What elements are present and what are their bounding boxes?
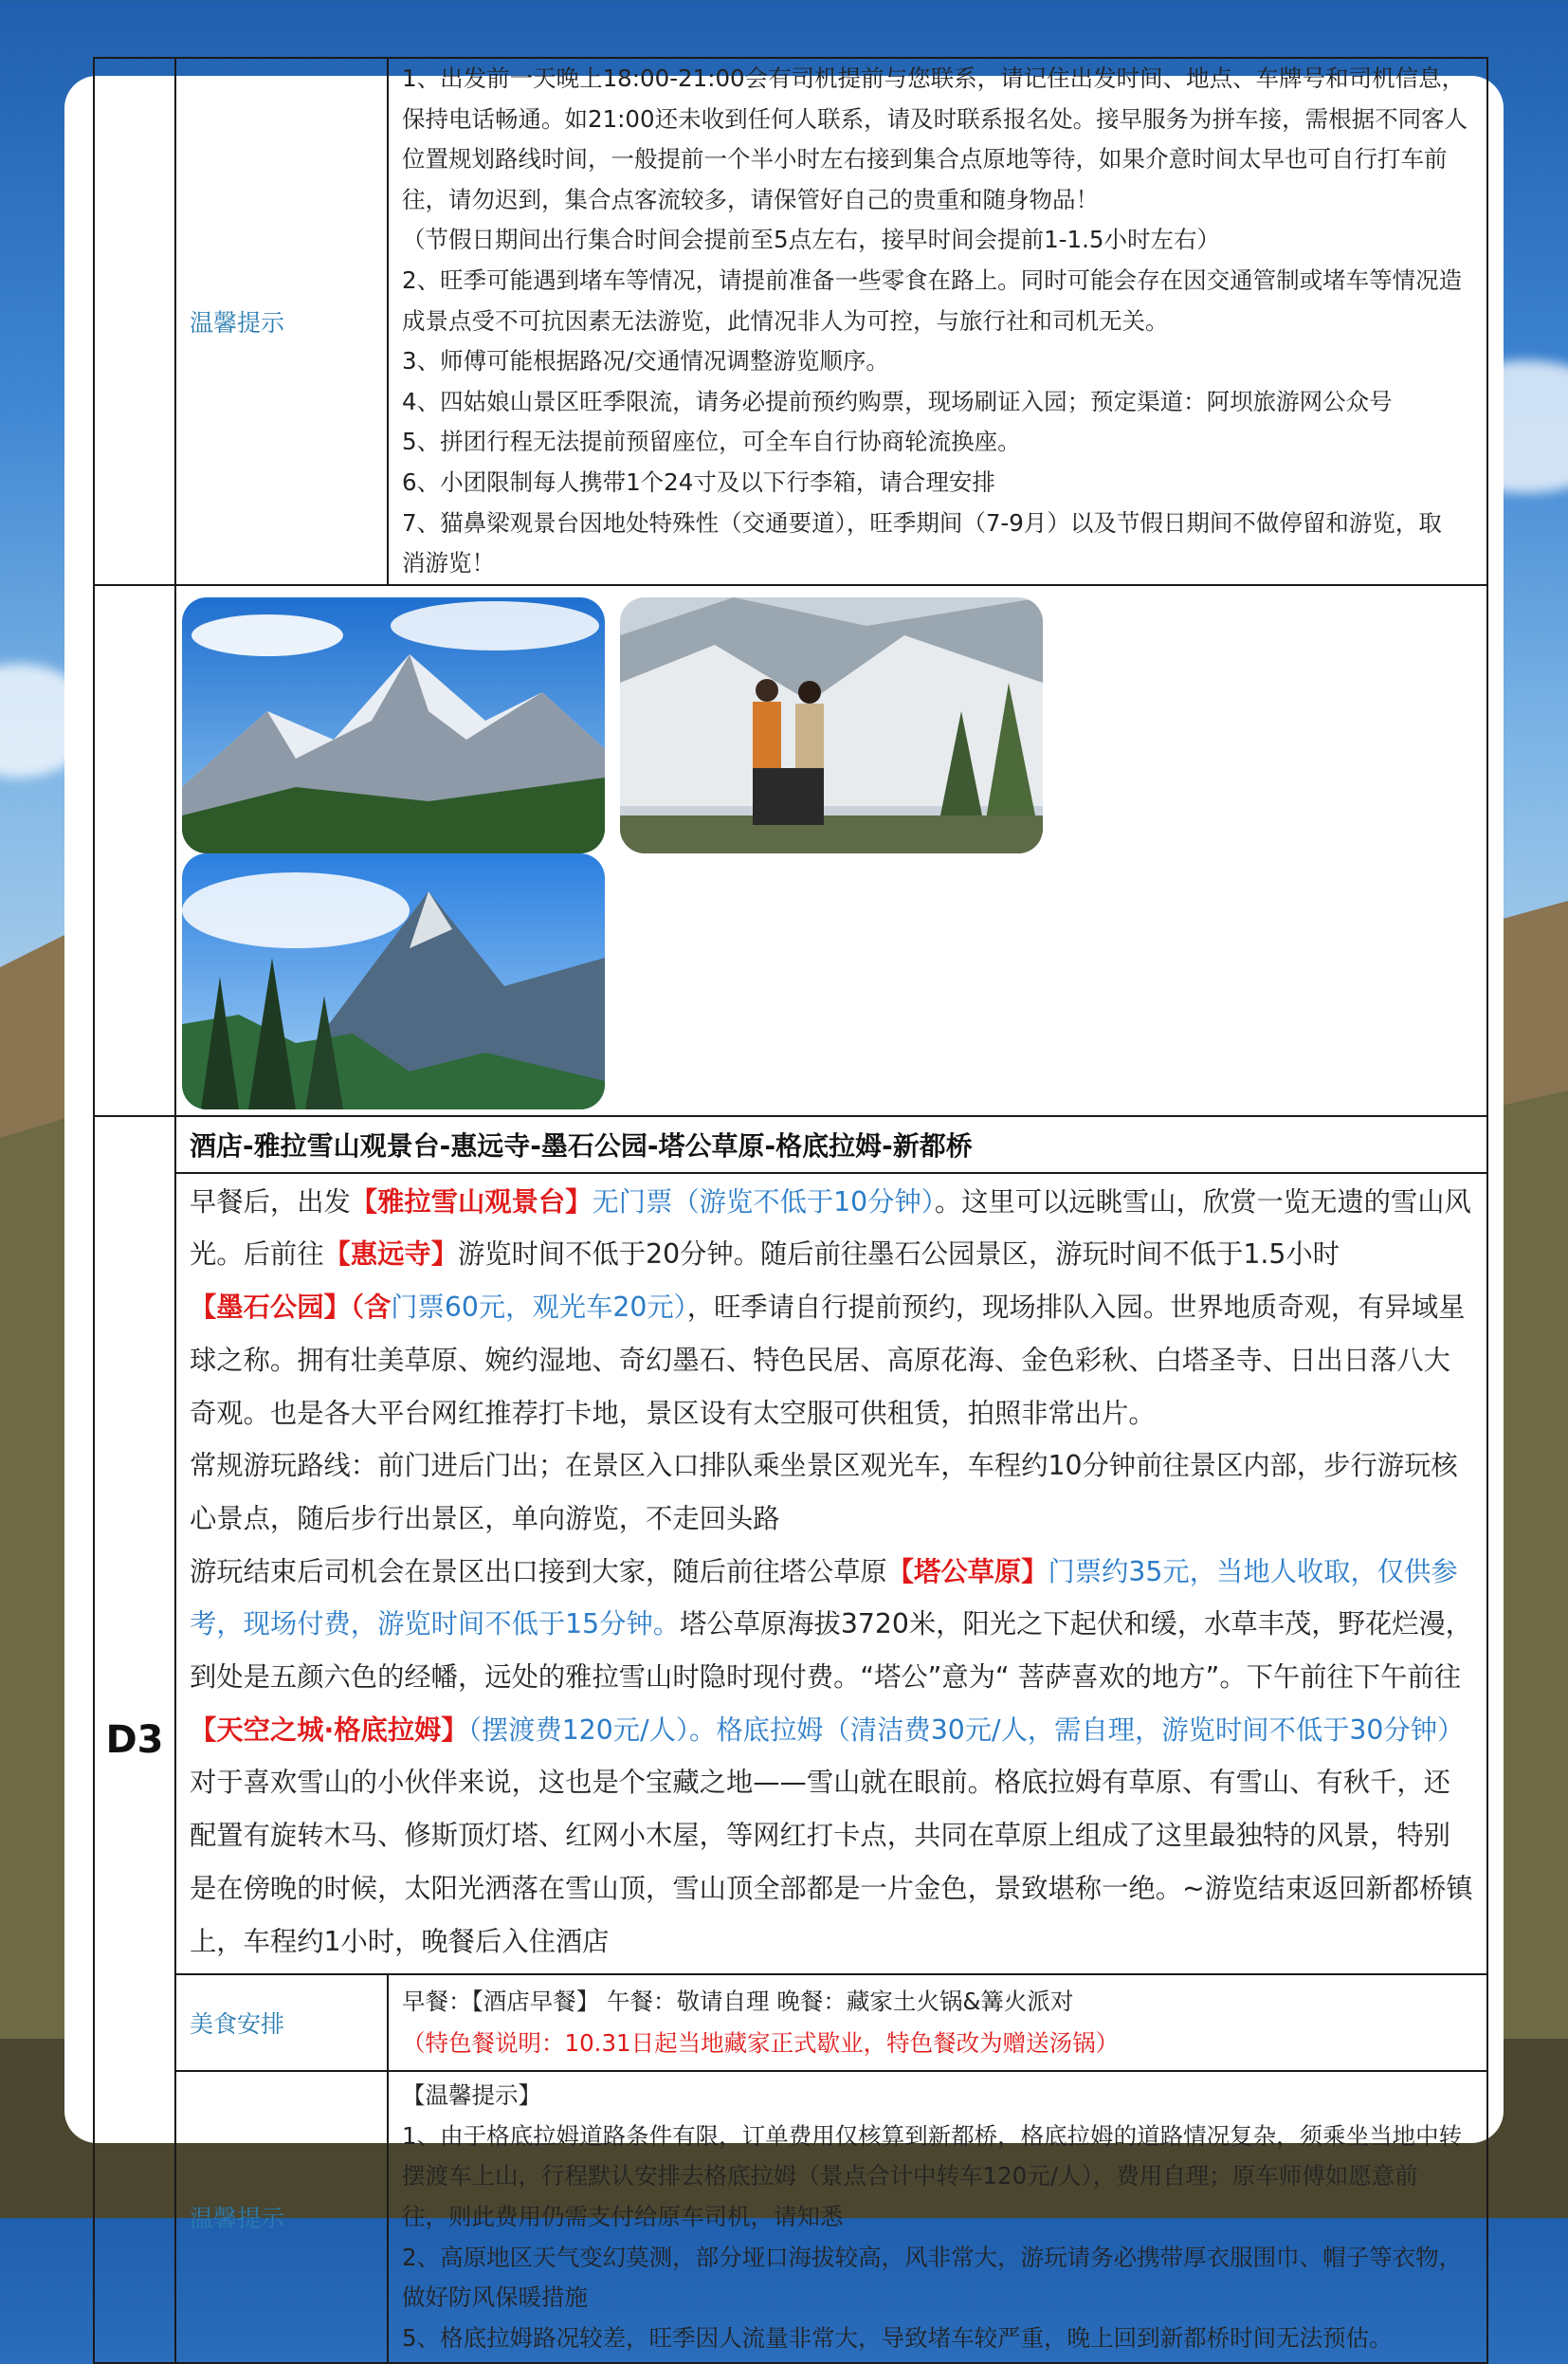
tips-line: 成景点受不可抗因素无法游览，此情况非人为可控，与旅行社和司机无关。 [402, 306, 1169, 335]
photo-strip [175, 585, 1487, 1116]
tips-label: 温馨提示 [175, 58, 388, 585]
day-title: 酒店-雅拉雪山观景台-惠远寺-墨石公园-塔公草原-格底拉姆-新都桥 [175, 1116, 1487, 1173]
tips-label: 温馨提示 [175, 2071, 388, 2363]
text: 。这里可以远眺雪山，欣赏一览无遗的雪山风光。后前往 [190, 1185, 1471, 1271]
photo-row [94, 585, 1487, 1116]
tips-line: 2、旺季可能遇到堵车等情况，请提前准备一些零食在路上。同时可能会存在因交通管制或堵车等情况造 [402, 266, 1463, 294]
text: 游玩结束后司机会在景区出口接到大家，随后前往塔公草原 [190, 1555, 887, 1587]
highlight-attraction: 【天空之城·格底拉姆】 [190, 1713, 468, 1746]
text: 对于喜欢雪山的小伙伴来说，这也是个宝藏之地——雪山就在眼前。格底拉姆有草原、有雪山、有秋千，还配置有旋转木马、修斯顶灯塔、红网小木屋，等网红打卡点，共同在草原上组成了这里最独特的风景，特别是在傍晚的时候，太阳光洒落在雪山顶，雪山顶全部都是一片金色，景致堪称一绝。~游览结束返回新都桥镇上，车程约1小时，晚餐后入住酒店 [190, 1767, 1473, 1957]
bottom-tips-row [94, 2071, 1487, 2363]
text: 游览时间不低于20分钟。随后前往墨石公园景区，游玩时间不低于1.5小时 [458, 1238, 1340, 1271]
tips-line: 消游览！ [402, 549, 495, 577]
tips-line: 2、高原地区天气变幻莫测，部分垭口海拔较高，风非常大，游玩请务必携带厚衣服围巾、帽子等衣物， [402, 2243, 1463, 2271]
day-body-row [94, 1173, 1487, 1975]
day-label: D3 [94, 1116, 175, 2364]
ticket-info: （摆渡费120元/人）。格底拉姆（清洁费30元/人，需自理，游览时间不低于30分钟） [467, 1713, 1465, 1746]
tips-line: 5、拼团行程无法提前预留座位，可全车自行协商轮流换座。 [402, 428, 1021, 456]
paragraph-1 [190, 1176, 1475, 1440]
tips-line: （节假日期间出行集合时间会提前至5点左右，接早时间会提前1-1.5小时左右） [402, 226, 1220, 254]
day-description [175, 1173, 1487, 1975]
paragraph-2: 常规游玩路线：前门进后门出；在景区入口排队乘坐景区观光车，车程约10分钟前往景区内部，步行游玩核心景点，随后步行出景区，单向游览，不走回头路 [190, 1450, 1458, 1534]
meal-label: 美食安排 [175, 1974, 388, 2071]
tips-line: 1、由于格底拉姆道路条件有限，订单费用仅核算到新都桥，格底拉姆的道路情况复杂，须乘坐当地中转 [402, 2121, 1463, 2150]
meal-line: 早餐：【酒店早餐】 午餐：敬请自理 晚餐：藏家土火锅&篝火派对 [402, 1988, 1074, 2016]
text: 早餐后，出发 [190, 1185, 351, 1218]
highlight-attraction: 【墨石公园】 [190, 1292, 351, 1324]
tips-line: 7、猫鼻梁观景台因地处特殊性（交通要道），旺季期间（7-9月）以及节假日期间不做停留和游览，取 [402, 508, 1442, 537]
tips-line: 6、小团限制每人携带1个24寸及以下行李箱，请合理安排 [402, 467, 995, 496]
highlight-attraction: （含 [350, 1292, 392, 1324]
meal-content [388, 1974, 1487, 2071]
tips-line: 做好防风保暖措施 [402, 2283, 588, 2312]
ticket-info: 门票60元，观光车20元） [391, 1292, 687, 1324]
photo-snow-mountain [182, 597, 605, 853]
tips-line: 摆渡车上山，行程默认安排去格底拉姆（景点合计中转车120元/人），费用自理；原车师傅如愿意前 [402, 2162, 1418, 2190]
meal-row [94, 1974, 1487, 2071]
tips-line: 往，请勿迟到，集合点客流较多，请保管好自己的贵重和随身物品！ [402, 185, 1099, 213]
tips-content [388, 58, 1487, 585]
text: ，旺季请自行提前预约，现场排队入园。世界地质奇观，有异域星球之称。拥有壮美草原、婉约湿地、奇幻墨石、特色民居、高原花海、金色彩秋、白塔圣寺、日出日落八大奇观。也是各大平台网红推荐打卡地，景区设有太空服可供租赁，拍照非常出片。 [190, 1292, 1466, 1429]
itinerary-table [93, 57, 1488, 2364]
tips-line: 3、师傅可能根据路况/交通情况调整游览顺序。 [402, 347, 889, 376]
tips-line: 往，则此费用仍需支付给原车司机，请知悉 [402, 2203, 844, 2231]
paragraph-3 [190, 1546, 1475, 1969]
tips-content [388, 2071, 1487, 2363]
tips-row [94, 58, 1487, 585]
tips-line: 保持电话畅通。如21:00还未收到任何人联系，请及时联系报名处。接早服务为拼车接，需根据不同客人 [402, 104, 1468, 133]
photo-valley [182, 853, 605, 1109]
highlight-attraction: 【惠远寺】 [323, 1238, 458, 1271]
highlight-attraction: 【雅拉雪山观景台】 [350, 1185, 593, 1218]
photo-hikers [620, 597, 1043, 853]
ticket-info: 门票约35元，当地人收取，仅供参考，现场付费，游览时间不低于15分钟。 [190, 1555, 1458, 1640]
tips-line: 1、出发前一天晚上18:00-21:00会有司机提前与您联系，请记住出发时间、地点、车牌号和司机信息， [402, 64, 1466, 92]
ticket-info: 无门票（游览不低于10分钟） [592, 1185, 935, 1218]
highlight-attraction: 【塔公草原】 [886, 1555, 1048, 1587]
tips-line: 位置规划路线时间，一般提前一个半小时左右接到集合点原地等待，如果介意时间太早也可自行打车前 [402, 145, 1448, 174]
tips-line: 5、格底拉姆路况较差，旺季因人流量非常大，导致堵车较严重，晚上回到新都桥时间无法预估。 [402, 2323, 1393, 2352]
day-cell-empty [94, 585, 175, 1116]
tips-line: 【温馨提示】 [402, 2081, 541, 2110]
text: 塔公草原海拔3720米，阳光之下起伏和缓，水草丰茂，野花烂漫，到处是五颜六色的经幡，远处的雅拉雪山时隐时现付费。“塔公”意为“ 菩萨喜欢的地方”。下午前往下午前往 [190, 1608, 1473, 1694]
tips-line: 4、四姑娘山景区旺季限流，请务必提前预约购票，现场刷证入园；预定渠道：阿坝旅游网公众号 [402, 387, 1393, 415]
meal-note: （特色餐说明：10.31日起当地藏家正式歇业，特色餐改为赠送汤锅） [402, 2029, 1120, 2058]
day-cell-empty [94, 58, 175, 585]
day-title-row [94, 1116, 1487, 1173]
